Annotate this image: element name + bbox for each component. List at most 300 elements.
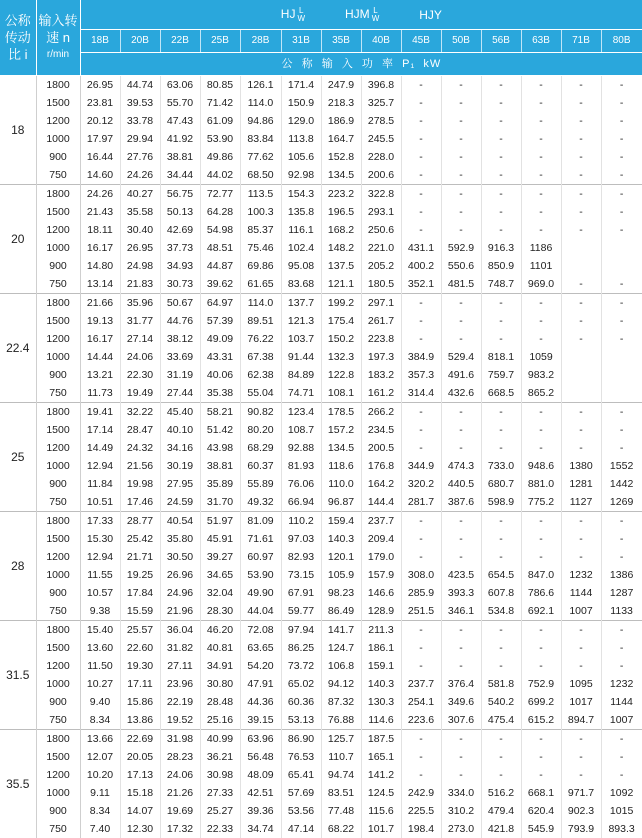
table-row xyxy=(0,766,642,784)
power-value-cell: 14.80 xyxy=(80,257,120,275)
power-value-cell: 126.1 xyxy=(240,76,281,95)
power-value-cell: 72.08 xyxy=(240,621,281,640)
power-value-cell: 47.43 xyxy=(160,112,200,130)
ratio-column-header xyxy=(0,0,36,76)
power-value-cell: 106.8 xyxy=(321,657,361,675)
power-value-cell: 34.16 xyxy=(160,439,200,457)
speed-cell: 750 xyxy=(36,711,80,730)
power-value-cell: 31.82 xyxy=(160,639,200,657)
power-value-cell: - xyxy=(601,76,642,95)
power-value-cell: 1101 xyxy=(521,257,561,275)
power-value-cell: 108.7 xyxy=(281,421,321,439)
power-value-cell: 51.42 xyxy=(200,421,240,439)
power-value-cell: - xyxy=(441,312,481,330)
power-value-cell: 11.73 xyxy=(80,384,120,403)
speed-cell: 1800 xyxy=(36,294,80,313)
power-value-cell: 28.77 xyxy=(120,512,160,531)
speed-cell: 1200 xyxy=(36,439,80,457)
power-value-cell: 24.26 xyxy=(80,185,120,204)
power-value-cell: 56.48 xyxy=(240,748,281,766)
power-value-cell: 24.32 xyxy=(120,439,160,457)
power-value-cell: 16.17 xyxy=(80,239,120,257)
table-row xyxy=(0,584,642,602)
power-value-cell: 320.2 xyxy=(401,475,441,493)
power-value-cell: - xyxy=(601,621,642,640)
power-value-cell xyxy=(561,239,601,257)
power-value-cell: 28.23 xyxy=(160,748,200,766)
power-value-cell: 67.38 xyxy=(240,348,281,366)
power-value-cell: 20.12 xyxy=(80,112,120,130)
power-value-cell: 948.6 xyxy=(521,457,561,475)
power-value-cell: 64.97 xyxy=(200,294,240,313)
power-value-cell: 10.57 xyxy=(80,584,120,602)
power-value-cell: 902.3 xyxy=(561,802,601,820)
power-value-cell: 157.2 xyxy=(321,421,361,439)
power-value-cell: 393.3 xyxy=(441,584,481,602)
power-value-cell: 183.2 xyxy=(361,366,401,384)
power-value-cell: 132.3 xyxy=(321,348,361,366)
power-value-cell: 21.96 xyxy=(160,602,200,621)
power-value-cell: 76.88 xyxy=(321,711,361,730)
power-value-cell: 32.04 xyxy=(200,584,240,602)
power-value-cell: 668.5 xyxy=(481,384,521,403)
power-value-cell: 200.5 xyxy=(361,439,401,457)
table-row xyxy=(0,221,642,239)
power-value-cell: 293.1 xyxy=(361,203,401,221)
power-value-cell: - xyxy=(521,330,561,348)
power-value-cell: 31.77 xyxy=(120,312,160,330)
power-value-cell: 30.40 xyxy=(120,221,160,239)
series-suffix-bottom: W xyxy=(372,15,380,23)
power-value-cell: - xyxy=(441,330,481,348)
power-value-cell: - xyxy=(481,166,521,185)
power-value-cell: 124.7 xyxy=(321,639,361,657)
table-row xyxy=(0,130,642,148)
power-value-cell: 13.86 xyxy=(120,711,160,730)
power-value-cell: 1007 xyxy=(561,602,601,621)
speed-cell: 1500 xyxy=(36,748,80,766)
power-value-cell: - xyxy=(441,621,481,640)
power-value-cell: 134.5 xyxy=(321,439,361,457)
power-value-cell: - xyxy=(601,512,642,531)
power-value-cell: 97.94 xyxy=(281,621,321,640)
power-value-cell: 1007 xyxy=(601,711,642,730)
power-value-cell: 22.69 xyxy=(120,730,160,749)
power-value-cell: 620.4 xyxy=(521,802,561,820)
table-row xyxy=(0,693,642,711)
power-value-cell: - xyxy=(481,748,521,766)
power-value-cell: 120.1 xyxy=(321,548,361,566)
power-value-cell: - xyxy=(601,221,642,239)
power-value-cell: 654.5 xyxy=(481,566,521,584)
ratio-cell: 28 xyxy=(0,512,36,621)
power-value-cell: - xyxy=(561,730,601,749)
power-value-cell: 31.98 xyxy=(160,730,200,749)
power-value-cell: 36.04 xyxy=(160,621,200,640)
ratio-cell: 25 xyxy=(0,403,36,512)
speed-cell: 1500 xyxy=(36,530,80,548)
power-value-cell: 77.48 xyxy=(321,802,361,820)
power-value-cell: 19.69 xyxy=(160,802,200,820)
power-value-cell: - xyxy=(601,294,642,313)
power-value-cell: 71.61 xyxy=(240,530,281,548)
power-value-cell: 77.62 xyxy=(240,148,281,166)
power-value-cell: 21.71 xyxy=(120,548,160,566)
power-value-cell: 66.94 xyxy=(281,493,321,512)
power-value-cell: - xyxy=(601,312,642,330)
power-value-cell: - xyxy=(561,203,601,221)
power-value-cell: 171.4 xyxy=(281,76,321,95)
speed-cell: 750 xyxy=(36,166,80,185)
power-value-cell: 699.2 xyxy=(521,693,561,711)
power-value-cell: 24.26 xyxy=(120,166,160,185)
power-value-cell: 793.9 xyxy=(561,820,601,838)
power-value-cell: - xyxy=(401,94,441,112)
power-value-cell: 19.98 xyxy=(120,475,160,493)
power-value-cell: 144.4 xyxy=(361,493,401,512)
table-row xyxy=(0,493,642,512)
power-value-cell: - xyxy=(601,748,642,766)
power-value-cell: 32.22 xyxy=(120,403,160,422)
size-header-cell: 31B xyxy=(281,30,321,53)
power-value-cell: 1380 xyxy=(561,457,601,475)
power-value-cell: 237.7 xyxy=(401,675,441,693)
power-value-cell: 19.41 xyxy=(80,403,120,422)
table-row xyxy=(0,602,642,621)
power-value-cell: 40.06 xyxy=(200,366,240,384)
power-value-cell: 95.08 xyxy=(281,257,321,275)
speed-cell: 1000 xyxy=(36,130,80,148)
power-value-cell: 39.62 xyxy=(200,275,240,294)
power-value-cell: 40.81 xyxy=(200,639,240,657)
power-value-cell: 12.94 xyxy=(80,548,120,566)
power-value-cell: - xyxy=(601,439,642,457)
power-value-cell: 25.42 xyxy=(120,530,160,548)
power-value-cell: 44.87 xyxy=(200,257,240,275)
power-value-cell: - xyxy=(561,94,601,112)
power-value-cell: - xyxy=(441,76,481,95)
power-value-cell: 72.77 xyxy=(200,185,240,204)
power-value-cell: 91.44 xyxy=(281,348,321,366)
power-value-cell: 234.5 xyxy=(361,421,401,439)
power-value-cell: 51.97 xyxy=(200,512,240,531)
power-value-cell: 34.65 xyxy=(200,566,240,584)
table-row xyxy=(0,475,642,493)
speed-cell: 1800 xyxy=(36,185,80,204)
power-value-cell: 121.3 xyxy=(281,312,321,330)
table-row xyxy=(0,312,642,330)
power-value-cell: 759.7 xyxy=(481,366,521,384)
speed-header-line: 速 n xyxy=(37,29,80,46)
series-label xyxy=(419,9,442,21)
power-value-cell: 13.14 xyxy=(80,275,120,294)
power-value-cell: 146.6 xyxy=(361,584,401,602)
speed-cell: 1000 xyxy=(36,457,80,475)
power-value-cell: 42.51 xyxy=(240,784,281,802)
power-value-cell: 165.1 xyxy=(361,748,401,766)
speed-cell: 1800 xyxy=(36,730,80,749)
power-value-cell: - xyxy=(521,639,561,657)
size-header-cell: 35B xyxy=(321,30,361,53)
power-value-cell: 31.19 xyxy=(160,366,200,384)
power-value-cell: 22.60 xyxy=(120,639,160,657)
power-value-cell: 545.9 xyxy=(521,820,561,838)
power-value-cell: - xyxy=(441,294,481,313)
power-value-cell: - xyxy=(561,748,601,766)
power-value-cell: - xyxy=(601,94,642,112)
power-value-cell: - xyxy=(521,166,561,185)
power-value-cell: 41.92 xyxy=(160,130,200,148)
power-value-cell: 44.02 xyxy=(200,166,240,185)
power-value-cell: - xyxy=(521,203,561,221)
power-value-cell: 148.2 xyxy=(321,239,361,257)
power-value-cell: - xyxy=(601,330,642,348)
power-value-cell: 113.8 xyxy=(281,130,321,148)
power-value-cell: 211.3 xyxy=(361,621,401,640)
power-value-cell: - xyxy=(601,657,642,675)
table-row xyxy=(0,512,642,531)
speed-cell: 900 xyxy=(36,257,80,275)
power-value-cell: 60.36 xyxy=(281,693,321,711)
power-value-cell: - xyxy=(441,221,481,239)
power-value-cell: 31.70 xyxy=(200,493,240,512)
power-value-cell: 16.17 xyxy=(80,330,120,348)
power-value-cell: 46.20 xyxy=(200,621,240,640)
power-value-cell: 26.96 xyxy=(160,566,200,584)
speed-column-header xyxy=(36,0,80,76)
power-value-cell: 48.51 xyxy=(200,239,240,257)
power-value-cell: 58.21 xyxy=(200,403,240,422)
power-value-cell: 152.8 xyxy=(321,148,361,166)
power-value-cell: - xyxy=(401,639,441,657)
power-value-cell: - xyxy=(441,148,481,166)
power-value-cell: 118.6 xyxy=(321,457,361,475)
power-value-cell: 92.98 xyxy=(281,166,321,185)
power-value-cell: 73.15 xyxy=(281,566,321,584)
power-value-cell: 76.53 xyxy=(281,748,321,766)
power-value-cell: 19.13 xyxy=(80,312,120,330)
power-value-cell: - xyxy=(521,76,561,95)
power-value-cell: 254.1 xyxy=(401,693,441,711)
power-value-cell: - xyxy=(521,112,561,130)
power-value-cell: 400.2 xyxy=(401,257,441,275)
power-value-cell: - xyxy=(441,421,481,439)
power-value-cell: 21.83 xyxy=(120,275,160,294)
power-value-cell xyxy=(601,257,642,275)
header-row-series xyxy=(0,0,642,30)
power-value-cell: 19.30 xyxy=(120,657,160,675)
power-value-cell: 209.4 xyxy=(361,530,401,548)
power-value-cell: 61.09 xyxy=(200,112,240,130)
series-name: HJM xyxy=(345,7,370,21)
size-header-cell: 20B xyxy=(120,30,160,53)
power-value-cell: 94.74 xyxy=(321,766,361,784)
power-value-cell: - xyxy=(561,421,601,439)
size-header-cell: 80B xyxy=(601,30,642,53)
power-value-cell: - xyxy=(401,185,441,204)
power-value-cell: 1015 xyxy=(601,802,642,820)
power-value-cell: 124.5 xyxy=(361,784,401,802)
power-value-cell: 242.9 xyxy=(401,784,441,802)
power-value-cell: 150.2 xyxy=(321,330,361,348)
speed-header-line: 输入转 xyxy=(37,12,80,29)
table-row xyxy=(0,566,642,584)
power-value-cell: 75.46 xyxy=(240,239,281,257)
power-value-cell: 178.5 xyxy=(321,403,361,422)
power-value-cell: 223.6 xyxy=(401,711,441,730)
power-value-cell: 8.34 xyxy=(80,711,120,730)
power-value-cell: 13.21 xyxy=(80,366,120,384)
power-value-cell: 186.1 xyxy=(361,639,401,657)
power-value-cell: 38.81 xyxy=(200,457,240,475)
power-value-cell: 17.14 xyxy=(80,421,120,439)
power-value-cell: 73.72 xyxy=(281,657,321,675)
power-value-cell: 128.9 xyxy=(361,602,401,621)
power-value-cell: 81.09 xyxy=(240,512,281,531)
power-value-cell: 491.6 xyxy=(441,366,481,384)
power-value-cell: 752.9 xyxy=(521,675,561,693)
power-value-cell: 60.37 xyxy=(240,457,281,475)
table-row xyxy=(0,239,642,257)
power-value-cell: - xyxy=(561,530,601,548)
power-value-cell: 19.49 xyxy=(120,384,160,403)
speed-cell: 1500 xyxy=(36,639,80,657)
power-value-cell xyxy=(561,366,601,384)
power-value-cell: - xyxy=(521,530,561,548)
speed-cell: 900 xyxy=(36,584,80,602)
power-value-cell: - xyxy=(401,221,441,239)
power-value-cell: 24.06 xyxy=(160,766,200,784)
power-value-cell: - xyxy=(481,621,521,640)
power-value-cell: 1133 xyxy=(601,602,642,621)
power-value-cell: - xyxy=(481,530,521,548)
power-value-cell: 38.81 xyxy=(160,148,200,166)
power-value-cell: 82.93 xyxy=(281,548,321,566)
power-value-cell: 893.3 xyxy=(601,820,642,838)
power-value-cell: 692.1 xyxy=(521,602,561,621)
power-value-cell: 125.7 xyxy=(321,730,361,749)
table-row xyxy=(0,403,642,422)
power-value-cell: 314.4 xyxy=(401,384,441,403)
power-value-cell: 39.36 xyxy=(240,802,281,820)
power-value-cell: 529.4 xyxy=(441,348,481,366)
power-value-cell: 23.96 xyxy=(160,675,200,693)
power-value-cell: 25.27 xyxy=(200,802,240,820)
table-row xyxy=(0,657,642,675)
power-value-cell: - xyxy=(561,112,601,130)
power-value-cell: 1287 xyxy=(601,584,642,602)
power-value-cell: 40.99 xyxy=(200,730,240,749)
power-value-cell: - xyxy=(561,639,601,657)
table-row xyxy=(0,530,642,548)
power-value-cell: - xyxy=(481,439,521,457)
power-value-cell: 30.98 xyxy=(200,766,240,784)
power-value-cell: 325.7 xyxy=(361,94,401,112)
power-value-cell: - xyxy=(481,512,521,531)
ratio-header-line: 传动 xyxy=(0,29,36,46)
speed-cell: 1500 xyxy=(36,312,80,330)
power-value-cell: 27.11 xyxy=(160,657,200,675)
table-row xyxy=(0,330,642,348)
power-value-cell xyxy=(561,384,601,403)
power-value-cell: 55.04 xyxy=(240,384,281,403)
table-row xyxy=(0,820,642,838)
power-value-cell: 68.29 xyxy=(240,439,281,457)
power-value-cell: 159.4 xyxy=(321,512,361,531)
power-value-cell: 168.2 xyxy=(321,221,361,239)
power-value-cell: 278.5 xyxy=(361,112,401,130)
power-value-cell: 55.70 xyxy=(160,94,200,112)
size-header-cell: 71B xyxy=(561,30,601,53)
power-value-cell: 17.84 xyxy=(120,584,160,602)
series-suffix-stack xyxy=(297,7,305,23)
power-value-cell: 592.9 xyxy=(441,239,481,257)
power-value-cell: 14.44 xyxy=(80,348,120,366)
power-value-cell: 116.1 xyxy=(281,221,321,239)
power-value-cell: - xyxy=(601,130,642,148)
power-value-cell: 137.5 xyxy=(321,257,361,275)
power-value-cell: 98.23 xyxy=(321,584,361,602)
power-value-cell: 12.07 xyxy=(80,748,120,766)
power-value-cell: 37.73 xyxy=(160,239,200,257)
power-value-cell: - xyxy=(601,185,642,204)
table-row xyxy=(0,439,642,457)
power-value-cell: 27.95 xyxy=(160,475,200,493)
power-value-cell: 44.76 xyxy=(160,312,200,330)
power-value-cell: - xyxy=(401,439,441,457)
table-row xyxy=(0,730,642,749)
power-value-cell: 80.85 xyxy=(200,76,240,95)
speed-cell: 1000 xyxy=(36,566,80,584)
power-value-cell: 175.4 xyxy=(321,312,361,330)
size-header-cell: 45B xyxy=(401,30,441,53)
power-value-cell: 83.84 xyxy=(240,130,281,148)
power-value-cell: - xyxy=(481,548,521,566)
power-value-cell: 40.27 xyxy=(120,185,160,204)
power-value-cell: 34.91 xyxy=(200,657,240,675)
power-value-cell: 247.9 xyxy=(321,76,361,95)
power-value-cell: 71.42 xyxy=(200,94,240,112)
power-value-cell: 22.30 xyxy=(120,366,160,384)
power-value-cell: 33.69 xyxy=(160,348,200,366)
power-value-cell: 196.5 xyxy=(321,203,361,221)
power-value-cell: 83.51 xyxy=(321,784,361,802)
table-row xyxy=(0,148,642,166)
power-value-cell: 11.84 xyxy=(80,475,120,493)
power-value-cell: 847.0 xyxy=(521,566,561,584)
power-value-cell: 50.67 xyxy=(160,294,200,313)
power-value-cell: 19.25 xyxy=(120,566,160,584)
power-value-cell: 69.86 xyxy=(240,257,281,275)
speed-cell: 1200 xyxy=(36,657,80,675)
power-value-cell: 310.2 xyxy=(441,802,481,820)
power-value-cell: 850.9 xyxy=(481,257,521,275)
power-value-cell: 615.2 xyxy=(521,711,561,730)
power-value-cell: - xyxy=(521,730,561,749)
power-value-cell: 63.65 xyxy=(240,639,281,657)
power-value-cell: 16.44 xyxy=(80,148,120,166)
power-value-cell: 357.3 xyxy=(401,366,441,384)
power-value-cell: 48.09 xyxy=(240,766,281,784)
power-value-cell: 540.2 xyxy=(481,693,521,711)
power-value-cell: - xyxy=(401,530,441,548)
power-value-cell: 30.73 xyxy=(160,275,200,294)
power-value-cell: - xyxy=(401,148,441,166)
table-row xyxy=(0,421,642,439)
power-value-cell: 42.69 xyxy=(160,221,200,239)
power-value-cell: 84.89 xyxy=(281,366,321,384)
power-value-cell: 1442 xyxy=(601,475,642,493)
